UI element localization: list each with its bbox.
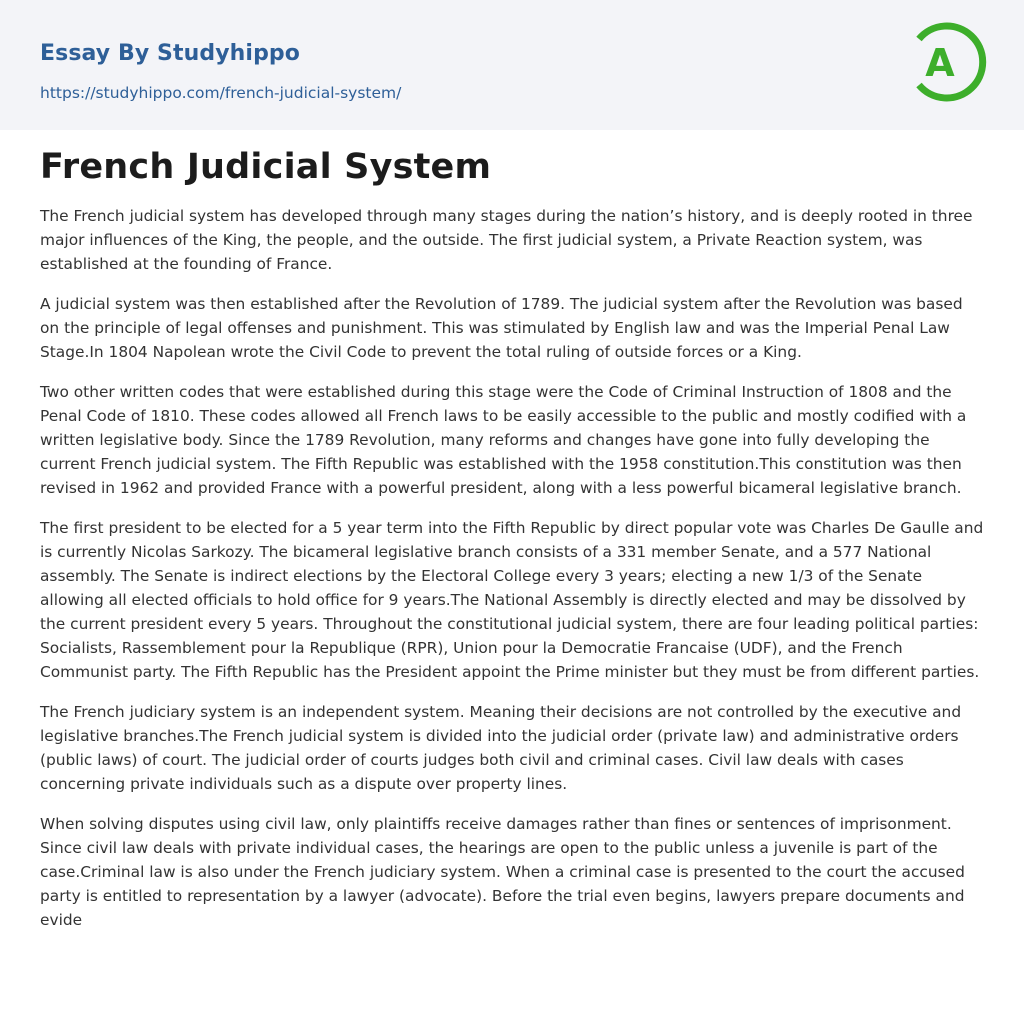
site-brand[interactable]: Essay By Studyhippo [40, 41, 300, 66]
article-url-link[interactable]: https://studyhippo.com/french-judicial-system/ [40, 84, 402, 102]
article-paragraph: The first president to be elected for a 5 year term into the Fifth Republic by direct popular vote was Charles De Gaulle and is currently Nicolas Sarkozy. The bicameral legislative branch consists of a 331 member Senate, and a 577 National assembly. The Senate is indirect elections by the Electoral College every 3 years; electing a new 1/3 of the Senate allowing all elected officials to hold office for 9 years.The National Assembly is directly elected and may be dissolved by the current president every 5 years. Throughout the constitutional judicial system, there are four leading political parties: Socialists, Rassemblement pour la Republique (RPR), Union pour la Democratie Francaise (UDF), and the French Communist party. The Fifth Republic has the President appoint the Prime minister but they must be from different parties. [40, 519, 984, 681]
logo-letter: A [925, 41, 955, 85]
article-body [40, 143, 984, 948]
studyhippo-logo-icon[interactable] [910, 18, 988, 106]
article-paragraph: A judicial system was then established after the Revolution of 1789. The judicial system after the Revolution was based on the principle of legal offenses and punishment. This was stimulated by English law and was the Imperial Penal Law Stage.In 1804 Napolean wrote the Civil Code to prevent the total ruling of outside forces or a King. [40, 295, 963, 361]
article-paragraph: When solving disputes using civil law, only plaintiffs receive damages rather than fines or sentences of imprisonment. Since civil law deals with private individual cases, the hearings are open to the public unless a juvenile is part of the case.Criminal law is also under the French judiciary system. When a criminal case is presented to the court the accused party is entitled to representation by a lawyer (advocate). Before the trial even begins, lawyers prepare documents and evide [40, 815, 965, 929]
page-header [0, 0, 1024, 130]
article-title: French Judicial System [40, 147, 492, 187]
article-paragraph: The French judiciary system is an independent system. Meaning their decisions are not controlled by the executive and legislative branches.The French judicial system is divided into the judicial order (private law) and administrative orders (public laws) of court. The judicial order of courts judges both civil and criminal cases. Civil law deals with cases concerning private individuals such as a dispute over property lines. [40, 703, 962, 793]
article-paragraph: The French judicial system has developed through many stages during the nation’s history, and is deeply rooted in three major influences of the King, the people, and the outside. The first judicial system, a Private Reaction system, was established at the founding of France. [40, 207, 973, 273]
article-paragraph: Two other written codes that were established during this stage were the Code of Criminal Instruction of 1808 and the Penal Code of 1810. These codes allowed all French laws to be easily accessible to the public and mostly codified with a written legislative body. Since the 1789 Revolution, many reforms and changes have gone into fully developing the current French judicial system. The Fifth Republic was established with the 1958 constitution.This constitution was then revised in 1962 and provided France with a powerful president, along with a less powerful bicameral legislative branch. [40, 383, 967, 497]
